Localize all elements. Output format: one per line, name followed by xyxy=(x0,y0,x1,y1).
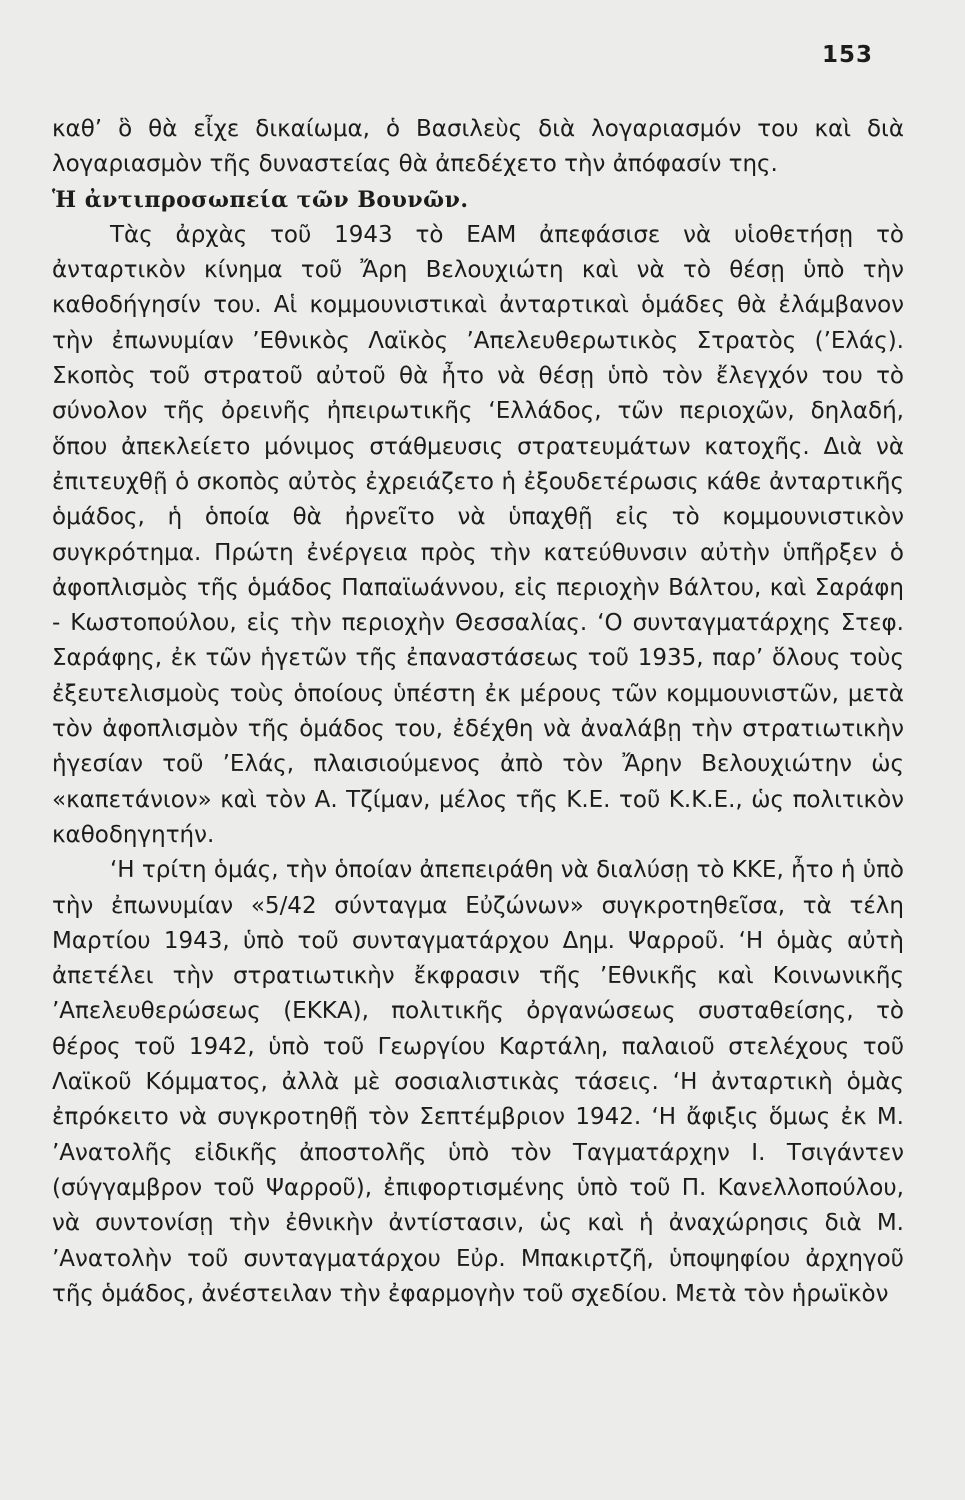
paragraph-2: ‘Η τρίτη ὁμάς, τὴν ὁποίαν ἀπεπειράθη νὰ διαλύσῃ τὸ ΚΚΕ, ἦτο ἡ ὑπὸ τὴν ἐπωνυμίαν «5/42 σύνταγμα Εὐζώνων» συγκροτηθεῖσα, τὰ τέλη Μαρτίου 1943, ὑπὸ τοῦ συνταγματάρχου Δημ. Ψαρροῦ. ‘Η ὁμὰς αὐτὴ ἀπετέλει τὴν στρατιωτικὴν ἔκφρασιν τῆς ’Εθνικῆς καὶ Κοινωνικῆς ’Απελευθερώσεως (ΕΚΚΑ), πολιτικῆς ὀργανώσεως συσταθείσης, τὸ θέρος τοῦ 1942, ὑπὸ τοῦ Γεωργίου Καρτάλη, παλαιοῦ στελέχους τοῦ Λαϊκοῦ Κόμματος, ἀλλὰ μὲ σοσιαλιστικὰς τάσεις. ‘Η ἀνταρτικὴ ὁμὰς ἐπρόκειτο νὰ συγκροτηθῇ τὸν Σεπτέμβριον 1942. ‘Η ἄφιξις ὅμως ἐκ Μ. ’Ανατολῆς εἰδικῆς ἀποστολῆς ὑπὸ τὸν Ταγματάρχην Ι. Τσιγάντεν (σύγγαμβρον τοῦ Ψαρροῦ), ἐπιφορτισμένης ὑπὸ τοῦ Π. Κανελλοπούλου, νὰ συντονίσῃ τὴν ἐθνικὴν ἀντίστασιν, ὡς καὶ ἡ ἀναχώρησις διὰ Μ. ’Ανατολὴν τοῦ συνταγματάρχου Εὐρ. Μπακιρτζῆ, ὑποψηφίου ἀρχηγοῦ τῆς ὁμάδος, ἀνέστειλαν τὴν ἐφαρμογὴν τοῦ σχεδίου. Μετὰ τὸν ἡρωϊκὸν xyxy=(52,857,904,1307)
section-heading: Ἡ ἀντιπροσωπεία τῶν Βουνῶν. xyxy=(52,186,469,213)
page-number: 153 xyxy=(821,42,873,68)
body-text xyxy=(52,112,904,1312)
intro-paragraph: καθ’ ὃ θὰ εἶχε δικαίωμα, ὁ Βασιλεὺς διὰ λογαριασμόν του καὶ διὰ λογαριασμὸν τῆς δυναστείας θὰ ἀπεδέχετο τὴν ἀπόφασίν της. xyxy=(52,116,904,178)
paragraph-1: Τὰς ἀρχὰς τοῦ 1943 τὸ ΕΑΜ ἀπεφάσισε νὰ υἱοθετήσῃ τὸ ἀνταρτικὸν κίνημα τοῦ Ἄρη Βελουχιώτη καὶ νὰ τὸ θέσῃ ὑπὸ τὴν καθοδήγησίν του. Αἱ κομμουνιστικαὶ ἀνταρτικαὶ ὁμάδες θὰ ἐλάμβανον τὴν ἐπωνυμίαν ’Εθνικὸς Λαϊκὸς ’Απελευθερωτικὸς Στρατὸς (’Ελάς). Σκοπὸς τοῦ στρατοῦ αὐτοῦ θὰ ἦτο νὰ θέσῃ ὑπὸ τὸν ἔλεγχόν του τὸ σύνολον τῆς ὀρεινῆς ἠπειρωτικῆς ‘Ελλάδος, τῶν περιοχῶν, δηλαδή, ὅπου ἀπεκλείετο μόνιμος στάθμευσις στρατευμάτων κατοχῆς. Διὰ νὰ ἐπιτευχθῇ ὁ σκοπὸς αὐτὸς ἐχρειάζετο ἡ ἐξουδετέρωσις κάθε ἀνταρτικῆς ὁμάδος, ἡ ὁποία θὰ ἠρνεῖτο νὰ ὑπαχθῇ εἰς τὸ κομμουνιστικὸν συγκρότημα. Πρώτη ἐνέργεια πρὸς τὴν κατεύθυνσιν αὐτὴν ὑπῆρξεν ὁ ἀφοπλισμὸς τῆς ὁμάδος Παπαϊωάννου, εἰς περιοχὴν Βάλτου, καὶ Σαράφη - Κωστοπούλου, εἰς τὴν περιοχὴν Θεσσαλίας. ‘Ο συνταγματάρχης Στεφ. Σαράφης, ἐκ τῶν ἡγετῶν τῆς ἐπαναστάσεως τοῦ 1935, παρ’ ὅλους τοὺς ἐξευτελισμοὺς τοὺς ὁποίους ὑπέστη ἐκ μέρους τῶν κομμουνιστῶν, μετὰ τὸν ἀφοπλισμὸν τῆς ὁμάδος του, ἐδέχθη νὰ ἀναλάβῃ τὴν στρατιωτικὴν ἡγεσίαν τοῦ ’Ελάς, πλαισιούμενος ἀπὸ τὸν Ἄρην Βελουχιώτην ὡς «καπετάνιον» καὶ τὸν Α. Τζίμαν, μέλος τῆς Κ.Ε. τοῦ Κ.Κ.Ε., ὡς πολιτικὸν καθοδηγητήν. xyxy=(52,221,904,848)
